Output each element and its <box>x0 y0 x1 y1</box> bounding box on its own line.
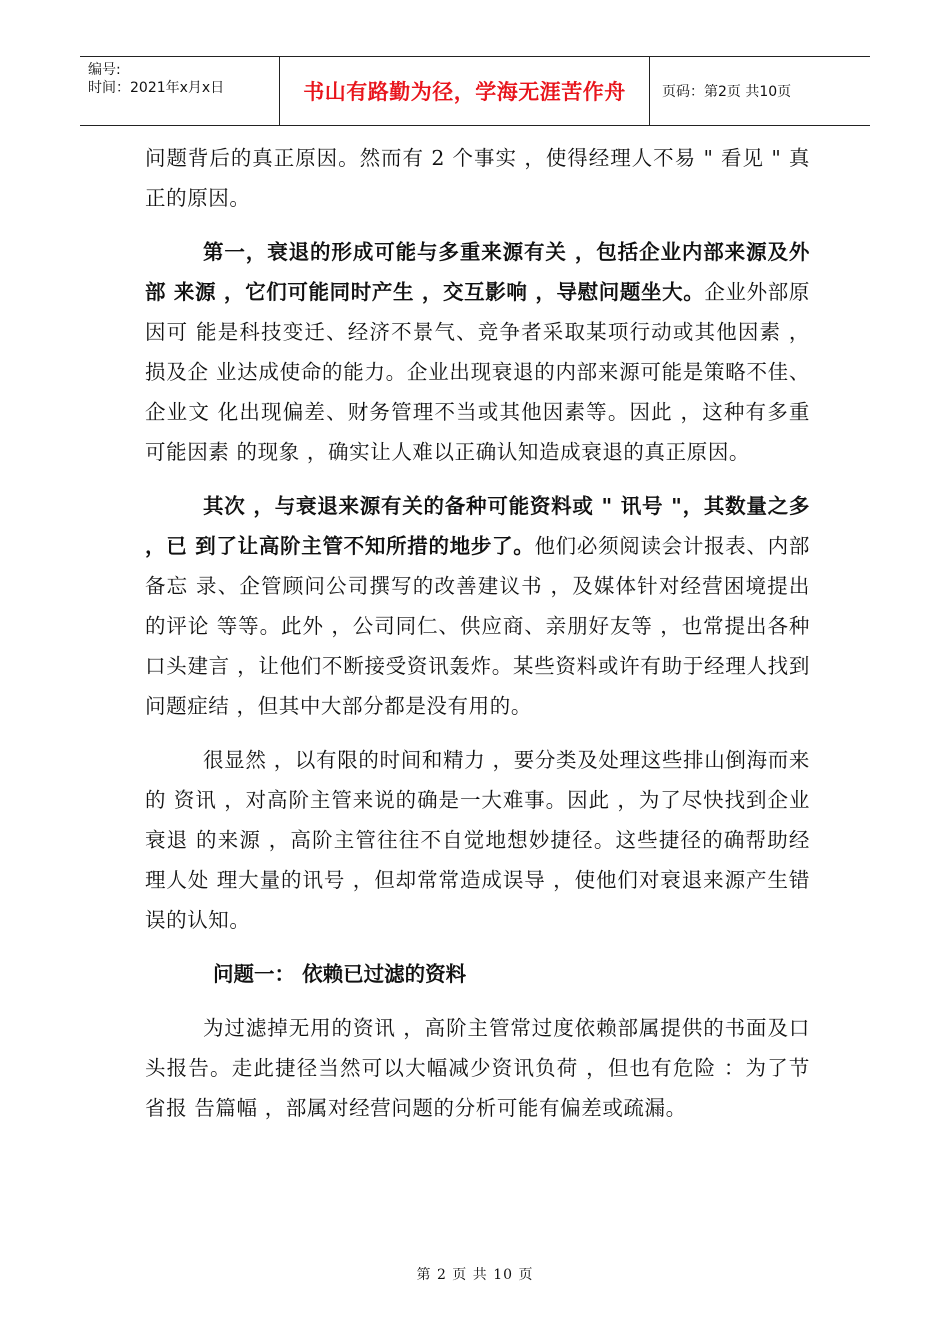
paragraph-first-point <box>145 232 810 472</box>
second-point-lead: 其次 ，与衰退来源有关的备种可能资料或 " 讯号 "，其数量之多 ，已 到了让高阶主管不知所措的地步了。 <box>145 494 810 558</box>
number-label: 编号: <box>88 62 121 78</box>
first-point-lead: 第一，衰退的形成可能与多重来源有关 ，包括企业内部来源及外部 来源 ，它们可能同时产生 ，交互影响 ，导慰问题坐大。 <box>145 240 810 304</box>
document-body <box>145 138 810 1128</box>
time-label: 时间：2021年x月x日 <box>88 80 225 96</box>
paragraph-second-point <box>145 486 810 726</box>
header-motto: 书山有路勤为径，学海无涯苦作舟 <box>280 57 650 125</box>
page-footer: 第 2 页 共 10 页 <box>416 1267 534 1283</box>
paragraph-continuation: 问题背后的真正原因。然而有 2 个事实 ，使得经理人不易 " 看见 " 真正的原因。 <box>145 146 810 210</box>
first-point-text: 企业外部原因可 能是科技变迁、经济不景气、竞争者采取某项行动或其他因素 ，损及企 业达成使命的能力。企业出现衰退的内部来源可能是策略不佳、企业文 化出现偏差、财务管理不当或其他因素等。因此 ，这种有多重可能因素 的现象 ，确实让人难以正确认知造成衰退的真正原因。 <box>145 280 811 464</box>
second-point-text: 他们必须阅读会计报表、内部备忘 录、企管顾问公司撰写的改善建议书 ，及媒体针对经营困境提出的评论 等等。此外 ，公司同仁、供应商、亲朋好友等 ，也常提出各种口头建言 ，让他们不断接受资讯轰炸。某些资料或许有助于经理人找到问题症结 ，但其中大部分都是没有用的。 <box>145 534 810 718</box>
paragraph-shortcuts: 很显然 ，以有限的时间和精力 ，要分类及处理这些排山倒海而来的 资讯 ，对高阶主管来说的确是一大难事。因此 ，为了尽快找到企业衰退 的来源 ，高阶主管往往不自觉地想妙捷径。这些捷径的确帮助经理人处 理大量的讯号 ，但却常常造成误导 ，使他们对衰退来源产生错误的认知。 <box>145 748 810 932</box>
section-heading-problem-one: 问题一： 依赖已过滤的资料 <box>213 962 467 986</box>
paragraph-filtered-data: 为过滤掉无用的资讯 ，高阶主管常过度依赖部属提供的书面及口头报告。走此捷径当然可以大幅减少资讯负荷 ，但也有危险 ：为了节省报 告篇幅 ，部属对经营问题的分析可能有偏差或疏漏。 <box>145 1016 810 1120</box>
page-header <box>80 56 870 126</box>
header-meta <box>80 57 280 125</box>
header-page-info: 页码：第2页 共10页 <box>662 84 792 100</box>
